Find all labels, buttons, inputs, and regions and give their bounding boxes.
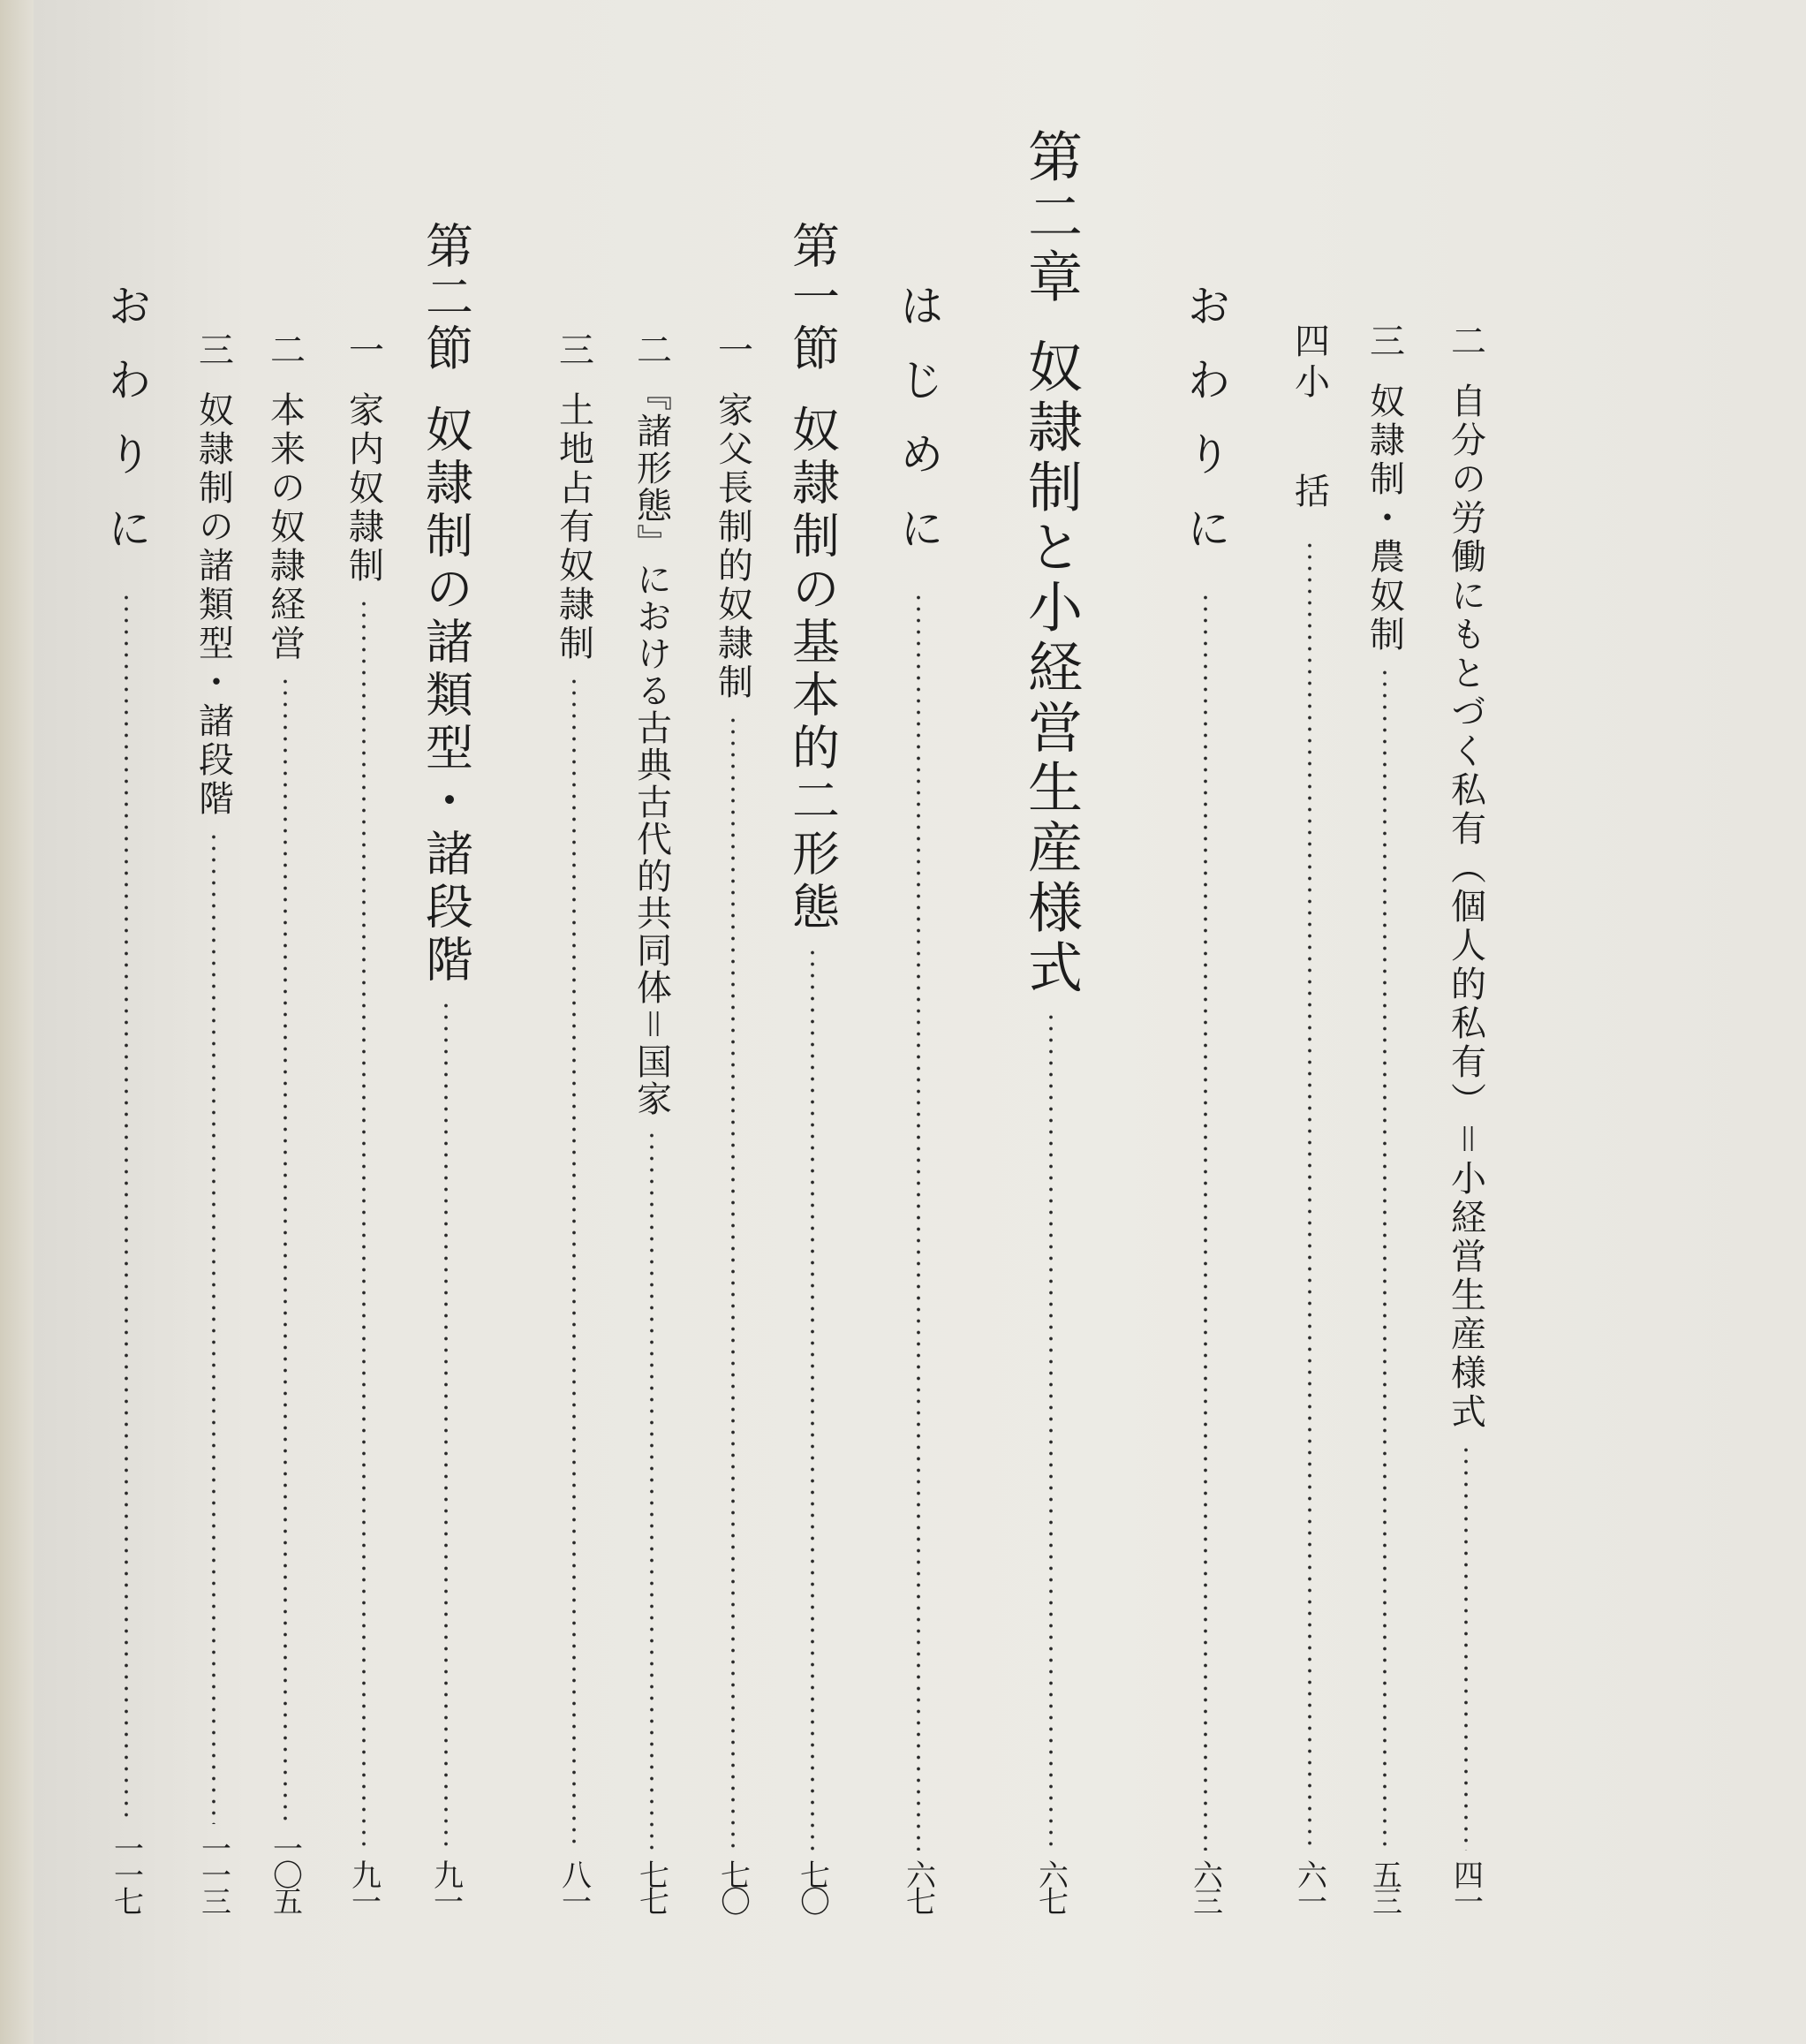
entry-page: 九一 (345, 1859, 382, 1912)
entry-page: 五三 (1366, 1859, 1402, 1912)
entry-title: 『諸形態』における古典古代的共同体＝国家 (631, 375, 672, 1117)
entry-number: 第二章 (1018, 128, 1084, 308)
dot-leader (1204, 592, 1207, 1851)
entry-number: 二 (1445, 322, 1486, 358)
dot-leader (1464, 1444, 1468, 1851)
entry-page: 一一三 (195, 1833, 231, 1912)
toc-entry-2 (1358, 322, 1411, 1912)
entry-page: 六三 (1187, 1859, 1223, 1912)
toc-entry-4 (1175, 283, 1236, 1912)
dot-leader (650, 1130, 654, 1851)
entry-title: 奴隷制・農奴制 (1364, 382, 1405, 655)
toc-entry-13 (259, 331, 312, 1912)
entry-page: 七〇 (714, 1859, 751, 1912)
dot-leader (1308, 540, 1311, 1851)
toc-entry-1 (1440, 322, 1492, 1912)
dot-leader (125, 592, 128, 1824)
entry-number: 一 (343, 331, 384, 367)
dot-leader (1049, 1011, 1053, 1851)
entry-title: 奴隷制の諸類型・諸段階 (418, 405, 474, 988)
toc-entry-10 (548, 331, 601, 1912)
entry-page: 一〇五 (267, 1833, 303, 1912)
entry-number: 第二節 (418, 221, 474, 375)
toc-entry-3 (1283, 322, 1336, 1912)
toc-entry-11 (415, 221, 477, 1912)
dot-leader (283, 676, 287, 1824)
entry-page: 八一 (555, 1859, 592, 1912)
entry-number: 一 (712, 331, 753, 367)
dot-leader (444, 1000, 448, 1851)
entry-title: 小 括 (1288, 363, 1330, 527)
toc-entry-6 (888, 283, 949, 1912)
entry-title: 土地占有奴隷制 (553, 391, 594, 663)
entry-title: おわりに (101, 283, 152, 579)
toc-entry-9 (625, 331, 678, 1912)
entry-page: 七〇 (794, 1859, 830, 1912)
toc-entry-7 (782, 221, 843, 1912)
entry-title: 奴隷制と小経営生産様式 (1018, 338, 1084, 999)
entry-title: 奴隷制の諸類型・諸段階 (193, 391, 234, 819)
entry-number: 三 (553, 331, 594, 367)
dot-leader (572, 676, 576, 1851)
page-edge (0, 0, 34, 2044)
toc-entry-8 (707, 331, 759, 1912)
entry-title: 本来の奴隷経営 (264, 391, 306, 663)
entry-number: 四 (1288, 322, 1330, 358)
entry-page: 七七 (633, 1859, 669, 1912)
dot-leader (1383, 667, 1387, 1851)
dot-leader (731, 715, 735, 1851)
toc-entry-15 (95, 283, 157, 1912)
entry-title: 自分の労働にもとづく私有（個人的私有）＝小経営生産様式 (1445, 382, 1486, 1432)
dot-leader (811, 947, 814, 1851)
entry-page: 六七 (900, 1859, 936, 1912)
dot-leader (212, 831, 215, 1824)
entry-title: おわりに (1180, 283, 1231, 579)
toc-entry-5 (1016, 128, 1086, 1912)
entry-page: 六七 (1032, 1859, 1069, 1912)
entry-page: 九一 (427, 1859, 464, 1912)
entry-title: はじめに (893, 283, 944, 579)
toc-entry-12 (337, 331, 390, 1912)
entry-page: 四一 (1447, 1859, 1484, 1912)
entry-title: 家内奴隷制 (343, 391, 384, 586)
entry-number: 第一節 (784, 221, 841, 375)
entry-page: 一一七 (108, 1833, 144, 1912)
entry-title: 奴隷制の基本的二形態 (784, 405, 841, 935)
entry-number: 三 (193, 331, 234, 367)
dot-leader (362, 598, 366, 1851)
dot-leader (917, 592, 920, 1851)
entry-title: 家父長制的奴隷制 (712, 391, 753, 702)
entry-number: 二 (264, 331, 306, 367)
toc-entry-14 (187, 331, 240, 1912)
entry-page: 六一 (1291, 1859, 1327, 1912)
entry-number: 二 (631, 331, 672, 367)
entry-number: 三 (1364, 322, 1405, 358)
